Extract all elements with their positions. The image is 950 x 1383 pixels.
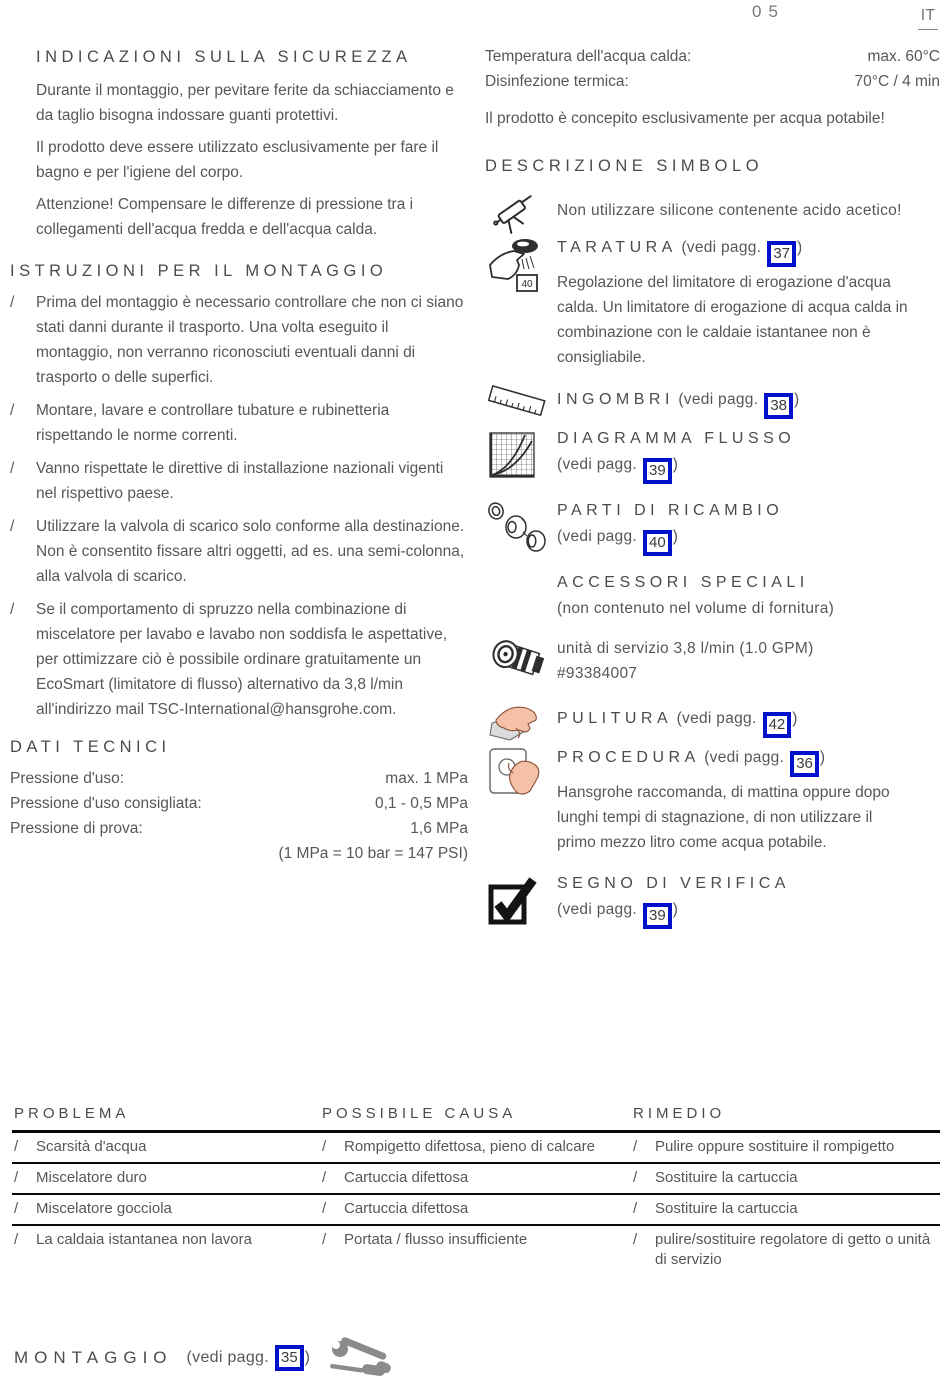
dimensions-icon <box>485 380 557 426</box>
symbol-text: Non utilizzare silicone contenente acido acetico! <box>557 202 902 219</box>
montaggio-footer <box>14 1337 394 1379</box>
table-cell <box>14 1199 322 1219</box>
pressure-conversion-note: (1 MPa = 10 bar = 147 PSI) <box>278 845 468 862</box>
slash-bullet: / <box>322 1138 327 1155</box>
symbol-heading: DIAGRAMMA FLUSSO <box>557 430 796 447</box>
table-header-row <box>12 1103 940 1133</box>
cleaning-icon <box>485 699 557 745</box>
symbol-heading: INGOMBRI <box>557 391 674 408</box>
spec-row <box>10 816 468 841</box>
slash-bullet: / <box>10 460 15 477</box>
spec-row <box>10 791 468 816</box>
section-technical-data <box>10 734 468 866</box>
symbol-heading: ACCESSORI SPECIALI <box>557 574 809 591</box>
list-item <box>10 456 468 506</box>
table-row <box>12 1133 940 1164</box>
spec-value: max. 60°C <box>867 48 940 65</box>
service-unit-part-number: #93384007 <box>557 665 638 682</box>
ref-prefix: (vedi pagg. <box>557 528 637 545</box>
left-column <box>10 44 468 866</box>
slash-bullet: / <box>14 1138 19 1155</box>
symbol-item-procedura <box>485 745 940 855</box>
procedure-icon <box>485 745 557 803</box>
section-safety <box>10 44 468 242</box>
section-installation <box>10 258 468 722</box>
ref-suffix: ) <box>672 528 679 545</box>
symbol-heading: TARATURA <box>557 239 677 256</box>
symbol-item-taratura <box>485 235 940 370</box>
slash-bullet: / <box>10 294 15 311</box>
page-link[interactable]: 39 <box>643 903 672 929</box>
ref-suffix: ) <box>794 391 800 408</box>
page-link[interactable]: 40 <box>643 530 672 556</box>
symbol-body: Hansgrohe raccomanda, di mattina oppure dopo lunghi tempi di stagnazione, di non utilizzare il primo mezzo litro come acqua potabile. <box>557 784 890 851</box>
safety-paragraph: Durante il montaggio, per pevitare ferite da schiacciamento e da taglio bisogna indossare guanti protettivi. <box>36 82 454 124</box>
slash-bullet: / <box>322 1231 327 1248</box>
page-link[interactable]: 38 <box>764 393 793 419</box>
cell-text: Sostituire la cartuccia <box>655 1169 798 1186</box>
table-cell <box>322 1168 633 1188</box>
spec-label: Pressione d'uso consigliata: <box>10 795 202 812</box>
page-link[interactable]: 37 <box>767 241 796 267</box>
cell-text: Rompigetto difettosa, pieno di calcare <box>344 1138 595 1155</box>
list-item-text: Vanno rispettate le direttive di installazione nazionali vigenti nel rispettivo paese. <box>36 460 444 502</box>
check-mark-icon <box>485 873 557 927</box>
symbol-item-parti-ricambio <box>485 498 940 556</box>
symbol-item-silicone <box>485 187 940 235</box>
cell-text: Pulire oppure sostituire il rompigetto <box>655 1138 895 1155</box>
table-row <box>12 1226 940 1275</box>
technical-title: DATI TECNICI <box>10 738 171 756</box>
slash-bullet: / <box>322 1200 327 1217</box>
spec-value: 1,6 MPa <box>410 820 468 837</box>
spec-label: Temperatura dell'acqua calda: <box>485 48 692 65</box>
ref-prefix: (vedi pagg. <box>186 1349 269 1366</box>
troubleshooting-table <box>12 1103 940 1275</box>
cell-text: Scarsità d'acqua <box>36 1138 147 1155</box>
slash-bullet: / <box>633 1200 638 1217</box>
slash-bullet: / <box>14 1200 19 1217</box>
table-cell <box>322 1137 633 1157</box>
page-link[interactable]: 39 <box>643 458 672 484</box>
list-item-text: Prima del montaggio è necessario controllare che non ci siano stati danni durante il trasporto. Una volta eseguito il montaggio, non verranno riconosciuti eventuali danni di trasporto o delle superfici. <box>36 294 464 386</box>
table-cell <box>633 1168 940 1188</box>
spare-parts-icon <box>485 501 557 553</box>
ref-prefix: (vedi pagg. <box>704 749 785 766</box>
column-header: RIMEDIO <box>633 1105 726 1122</box>
symbol-heading: PULITURA <box>557 710 673 727</box>
cell-text: La caldaia istantanea non lavora <box>36 1231 252 1248</box>
list-item <box>10 398 468 448</box>
symbols-title: DESCRIZIONE SIMBOLO <box>485 157 764 175</box>
ref-suffix: ) <box>797 239 803 256</box>
right-column <box>485 44 940 929</box>
cell-text: Portata / flusso insufficiente <box>344 1231 528 1248</box>
ref-suffix: ) <box>672 901 679 918</box>
table-cell <box>14 1137 322 1157</box>
spec-value: 70°C / 4 min <box>854 73 940 90</box>
ref-prefix: (vedi pagg. <box>681 239 762 256</box>
symbol-item-ingombri <box>485 380 940 426</box>
cell-text: Cartuccia difettosa <box>344 1200 469 1217</box>
cell-text: Cartuccia difettosa <box>344 1169 469 1186</box>
ref-suffix: ) <box>819 749 826 766</box>
table-cell <box>633 1199 940 1219</box>
symbol-item-unita-servizio <box>485 633 940 689</box>
symbol-heading: PROCEDURA <box>557 749 700 766</box>
cell-text: Miscelatore duro <box>36 1169 147 1186</box>
symbol-subtitle: (non contenuto nel volume di fornitura) <box>557 600 835 617</box>
ref-prefix: (vedi pagg. <box>676 710 757 727</box>
spec-label: Pressione di prova: <box>10 820 143 837</box>
no-acetic-silicone-icon <box>485 187 557 235</box>
slash-bullet: / <box>14 1231 19 1248</box>
symbol-heading: PARTI DI RICAMBIO <box>557 502 784 519</box>
symbol-item-segno-verifica <box>485 871 940 929</box>
table-row <box>12 1195 940 1226</box>
list-item <box>10 514 468 589</box>
column-header: POSSIBILE CAUSA <box>322 1105 517 1122</box>
list-item-text: Se il comportamento di spruzzo nella combinazione di miscelatore per lavabo e lavabo non soddisfa le aspettative, per ottimizzare ciò è possibile ordinare gratuitamente un EcoSmart (limitatore di flusso) alternativo da 3,8 l/min all'indirizzo mail TSC-International@hansgrohe.com. <box>36 601 447 718</box>
potable-water-note: Il prodotto è concepito esclusivamente per acqua potabile! <box>485 110 885 127</box>
page-link[interactable]: 36 <box>790 751 819 777</box>
spec-row <box>485 69 940 94</box>
list-item <box>10 597 468 722</box>
list-item <box>10 290 468 390</box>
symbol-item-diagramma-flusso <box>485 426 940 484</box>
installation-title: ISTRUZIONI PER IL MONTAGGIO <box>10 262 388 280</box>
montaggio-title: MONTAGGIO <box>14 1348 173 1367</box>
service-unit-icon <box>485 633 557 689</box>
table-cell <box>633 1137 940 1157</box>
spec-value: 0,1 - 0,5 MPa <box>374 795 468 812</box>
page-link[interactable]: 42 <box>763 712 792 738</box>
slash-bullet: / <box>633 1138 638 1155</box>
column-header: PROBLEMA <box>14 1105 130 1122</box>
slash-bullet: / <box>14 1169 19 1186</box>
cell-text: pulire/sostituire regolatore di getto o unità di servizio <box>655 1231 931 1268</box>
list-item-text: Utilizzare la valvola di scarico solo conforme alla destinazione. Non è consentito fissare altri oggetti, ad es. una semi-colonna, alla valvola di scarico. <box>36 518 465 585</box>
table-row <box>12 1164 940 1195</box>
symbol-item-accessori <box>485 570 940 621</box>
page-number: 05 <box>752 2 785 21</box>
calibration-icon <box>485 235 557 297</box>
spec-label: Pressione d'uso: <box>10 770 125 787</box>
ref-suffix: ) <box>304 1349 311 1366</box>
table-cell <box>633 1230 940 1270</box>
slash-bullet: / <box>10 402 15 419</box>
symbol-item-pulitura <box>485 699 940 745</box>
list-item-text: Montare, lavare e controllare tubature e rubinetteria rispettando le norme correnti. <box>36 402 390 444</box>
safety-paragraph: Attenzione! Compensare le differenze di pressione tra i collegamenti dell'acqua fredda e dell'acqua calda. <box>36 196 414 238</box>
spec-value: max. 1 MPa <box>385 770 468 787</box>
safety-paragraph: Il prodotto deve essere utilizzato esclusivamente per fare il bagno e per l'igiene del corpo. <box>36 139 439 181</box>
spec-label: Disinfezione termica: <box>485 73 629 90</box>
ref-suffix: ) <box>672 456 679 473</box>
table-cell <box>322 1230 633 1270</box>
table-cell <box>14 1168 322 1188</box>
symbol-heading: SEGNO DI VERIFICA <box>557 875 790 892</box>
temperature-specs <box>485 44 940 94</box>
svg-text:40: 40 <box>521 279 533 290</box>
slash-bullet: / <box>10 518 15 535</box>
table-cell <box>322 1199 633 1219</box>
slash-bullet: / <box>633 1169 638 1186</box>
spec-row <box>10 766 468 791</box>
slash-bullet: / <box>322 1169 327 1186</box>
ref-suffix: ) <box>792 710 798 727</box>
cell-text: Sostituire la cartuccia <box>655 1200 798 1217</box>
slash-bullet: / <box>633 1231 638 1248</box>
cell-text: Miscelatore gocciola <box>36 1200 172 1217</box>
ref-prefix: (vedi pagg. <box>557 901 637 918</box>
tools-icon <box>328 1337 394 1379</box>
language-label: IT <box>918 7 938 30</box>
safety-title: INDICAZIONI SULLA SICUREZZA <box>36 48 412 66</box>
table-cell <box>14 1230 322 1270</box>
symbol-body: Regolazione del limitatore di erogazione d'acqua calda. Un limitatore di erogazione di acqua calda in combinazione con le caldaie istantanee non è consigliabile. <box>557 274 908 366</box>
ref-prefix: (vedi pagg. <box>678 391 759 408</box>
flow-diagram-icon <box>485 429 557 481</box>
page-link[interactable]: 35 <box>275 1345 304 1371</box>
spec-row <box>485 44 940 69</box>
ref-prefix: (vedi pagg. <box>557 456 637 473</box>
service-unit-spec: unità di servizio 3,8 l/min (1.0 GPM) <box>557 640 814 657</box>
slash-bullet: / <box>10 601 15 618</box>
